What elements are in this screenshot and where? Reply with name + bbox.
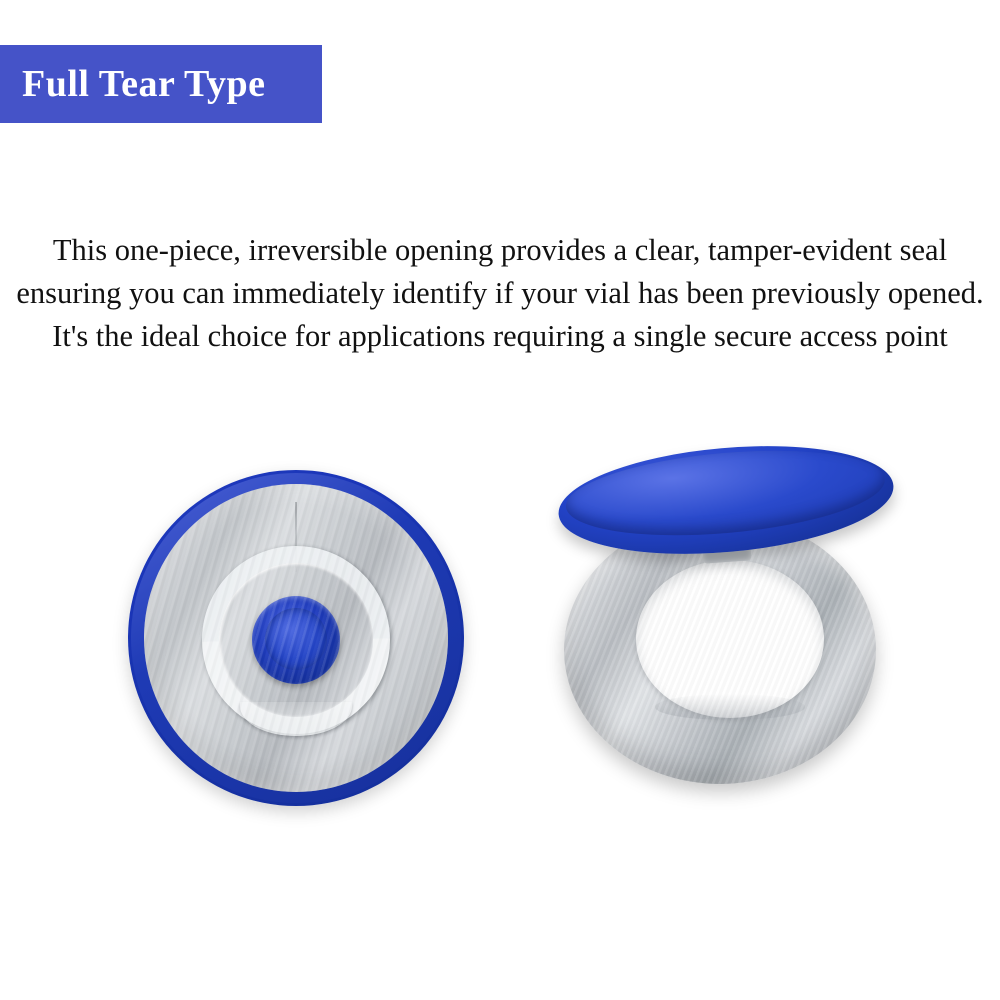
banner-title: Full Tear Type: [22, 63, 266, 105]
vial-cap-opened-view-image: [552, 448, 904, 808]
section-banner: [0, 45, 322, 123]
cap-tear-tab-arc-left: [163, 507, 429, 773]
description-text: This one-piece, irreversible opening provides a clear, tamper-evident seal ensuring you can immediately identify if your vial has been previously opened. It's the ideal choice for applications requiring a single secure access point: [16, 232, 984, 354]
vial-cap-top-view-image: [128, 470, 464, 806]
cap-open-aperture: [636, 560, 824, 718]
cap-score-line: [295, 502, 297, 572]
cap-center-septum-button: [252, 596, 340, 684]
cap-aluminium-disc: [144, 484, 448, 792]
cap-tear-tab-lip: [240, 702, 352, 736]
cap-tear-tab-arc-right: [163, 507, 429, 773]
product-photo-area: [0, 430, 1000, 850]
